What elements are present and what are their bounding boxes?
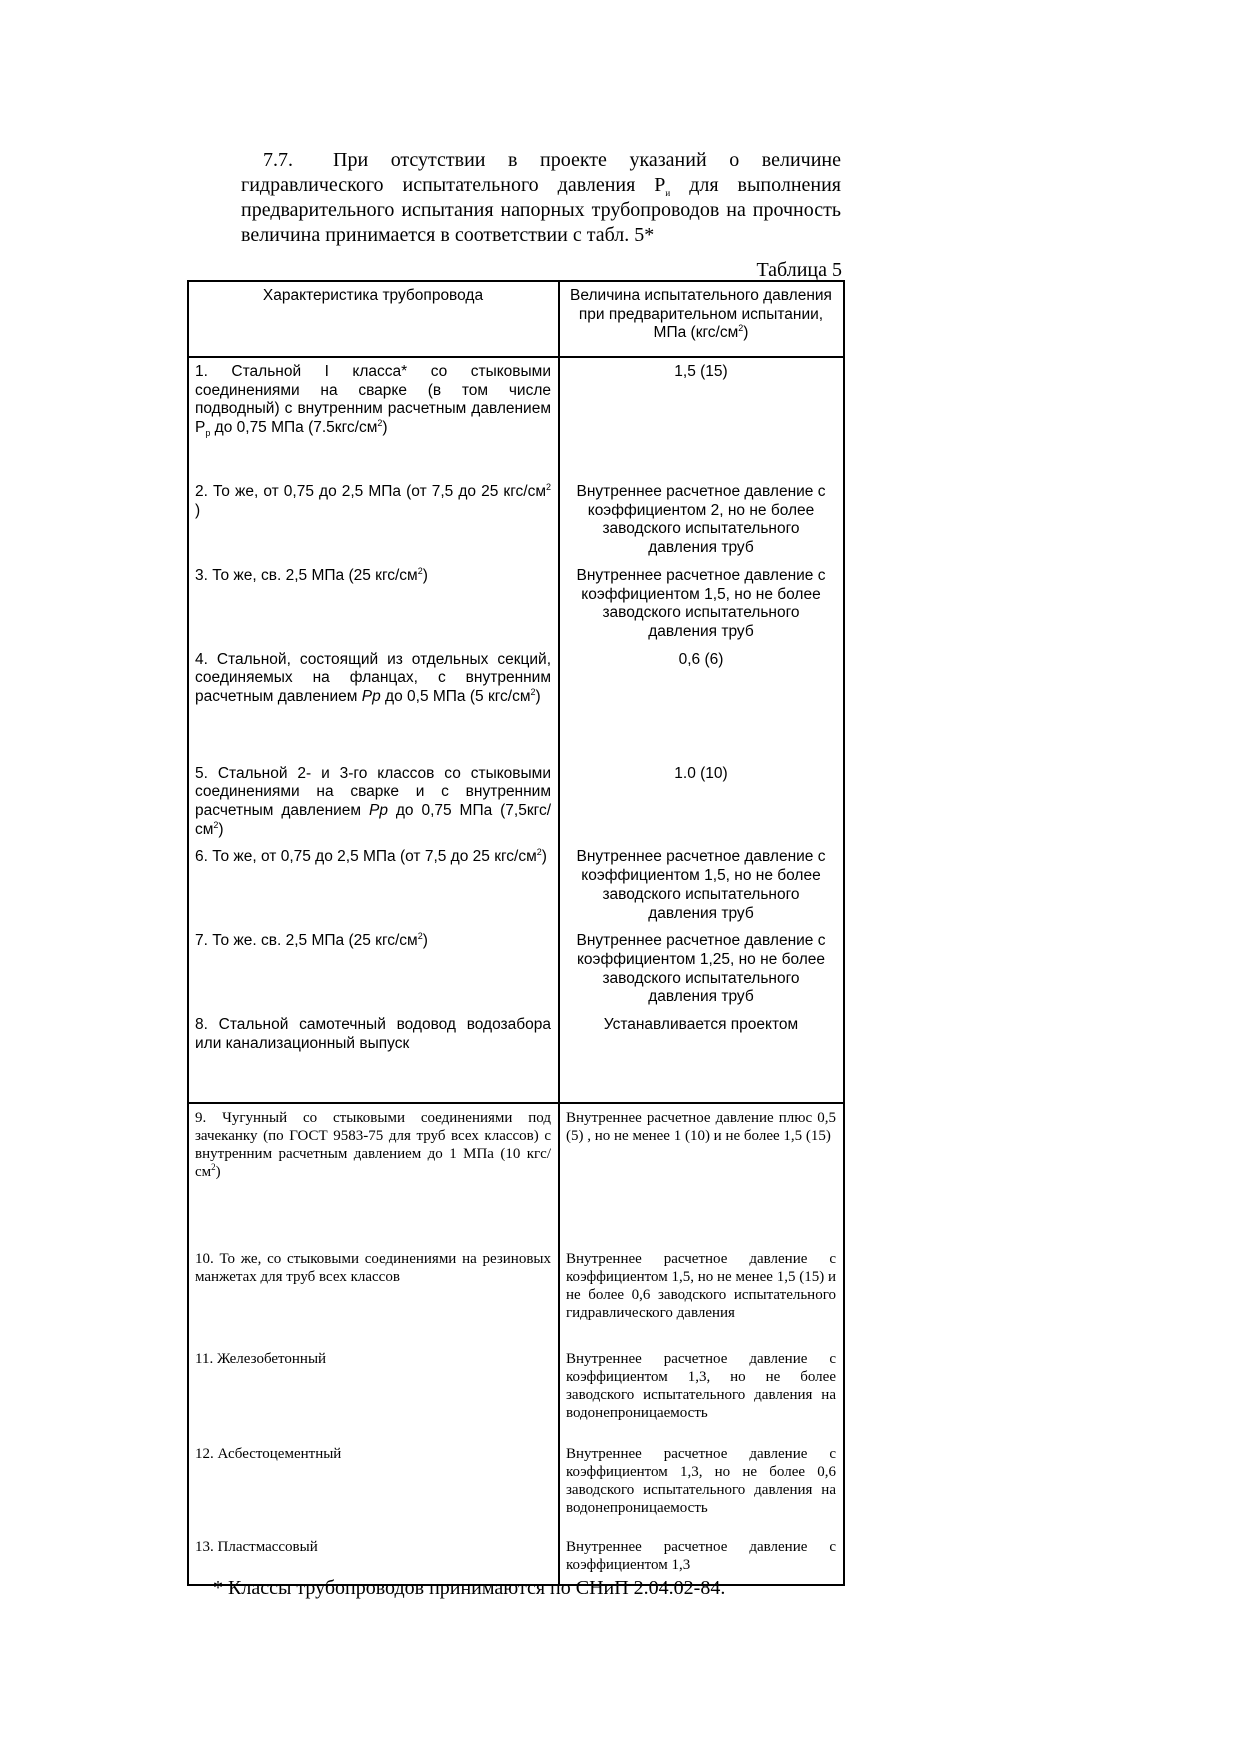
row-12-description: 12. Асбестоцементный: [188, 1440, 559, 1533]
row-13-description: 13. Пластмассовый: [188, 1533, 559, 1585]
row-13-value: Внутреннее расчетное давление с коэффициентом 1,3: [559, 1533, 844, 1585]
clause-number: 7.7.: [263, 149, 293, 171]
table-row: [188, 562, 844, 646]
table-caption: Таблица 5: [756, 259, 842, 281]
table-row: [188, 1440, 844, 1533]
table-row: [188, 646, 844, 760]
row-2-value: Внутреннее расчетное давление с коэффициентом 2, но не более заводского испытательного давления труб: [559, 478, 844, 562]
pressure-table: [187, 280, 843, 1586]
row-10-value: Внутреннее расчетное давление с коэффициентом 1,5, но не менее 1,5 (15) и не более 0,6 заводского испытательного гидравлического давления: [559, 1245, 844, 1345]
row-9-description: 9. Чугунный со стыковыми соединениями под зачеканку (по ГОСТ 9583-75 для труб всех классов) с внутренним расчетным давлением до 1 МПа (10 кгс/$см^2$): [188, 1103, 559, 1245]
intro-subscript: и: [665, 188, 671, 198]
header-characteristic: Характеристика трубопровода: [188, 281, 559, 357]
row-5-value: 1.0 (10): [559, 760, 844, 844]
row-9-value: Внутреннее расчетное давление плюс 0,5 (5) , но не менее 1 (10) и не более 1,5 (15): [559, 1103, 844, 1245]
row-6-value: Внутреннее расчетное давление с коэффициентом 1,5, но не более заводского испытательного давления труб: [559, 843, 844, 927]
intro-text-b: для выполнения предварительного испытания напорных трубопроводов на прочность величина принимается в соответствии с табл. 5*: [241, 174, 841, 246]
row-12-value: Внутреннее расчетное давление с коэффициентом 1,3, но не более 0,6 заводского испытательного давления на водонепроницаемость: [559, 1440, 844, 1533]
row-8-value: Устанавливается проектом: [559, 1011, 844, 1103]
row-4-value: 0,6 (6): [559, 646, 844, 760]
row-10-description: 10. То же, со стыковыми соединениями на резиновых манжетах для труб всех классов: [188, 1245, 559, 1345]
table-row: [188, 1245, 844, 1345]
row-1-value: 1,5 (15): [559, 357, 844, 478]
row-11-value: Внутреннее расчетное давление с коэффициентом 1,3, но не более заводского испытательного давления на водонепроницаемость: [559, 1345, 844, 1440]
intro-text-a: При отсутствии в проекте указаний о величине гидравлического испытательного давления Р: [241, 149, 841, 196]
row-5-description: 5. Стальной 2- и 3-го классов со стыковыми соединениями на сварке и с внутренним расчетным давлением Рр до 0,75 МПа $(7,5кгс/см^2)$: [188, 760, 559, 844]
table-row: [188, 357, 844, 478]
row-4-description: 4. Стальной, состоящий из отдельных секций, соединяемых на фланцах, с внутренним расчетным давлением Рр до 0,5 МПа (5 кгс/$см^2$): [188, 646, 559, 760]
table-row: [188, 760, 844, 844]
row-3-value: Внутреннее расчетное давление с коэффициентом 1,5, но не более заводского испытательного давления труб: [559, 562, 844, 646]
row-3-description: 3. То же, св. 2,5 МПа (25 кгс/$см^2$): [188, 562, 559, 646]
table-row: [188, 478, 844, 562]
table-row: [188, 927, 844, 1011]
row-7-description: 7. То же. св. 2,5 МПа (25 кгс/$см^2$): [188, 927, 559, 1011]
row-11-description: 11. Железобетонный: [188, 1345, 559, 1440]
footnote: * Классы трубопроводов принимаются по СНиП 2.04.02-84.: [213, 1577, 726, 1599]
row-6-description: 6. То же, от 0,75 до 2,5 МПа (от 7,5 до 25 кгс/$см^2$): [188, 843, 559, 927]
header-pressure: Величина испытательного давления при предварительном испытании, МПа $(кгс/см^2)$: [559, 281, 844, 357]
intro-paragraph: [241, 148, 841, 248]
row-7-value: Внутреннее расчетное давление с коэффициентом 1,25, но не более заводского испытательного давления труб: [559, 927, 844, 1011]
row-2-description: 2. То же, от 0,75 до 2,5 МПа (от 7,5 до 25 кгс/$см^2$ ): [188, 478, 559, 562]
row-8-description: 8. Стальной самотечный водовод водозабора или канализационный выпуск: [188, 1011, 559, 1103]
table-header-row: [188, 281, 844, 357]
table-row: [188, 1345, 844, 1440]
table-row: [188, 1103, 844, 1245]
table-row: [188, 843, 844, 927]
table-row: [188, 1011, 844, 1103]
row-1-description: 1. Стальной I класса* со стыковыми соединениями на сварке (в том числе подводный) с внутренним расчетным давлением $Р_р$ до 0,75 МПа $(7.5кгс/см^2)$: [188, 357, 559, 478]
